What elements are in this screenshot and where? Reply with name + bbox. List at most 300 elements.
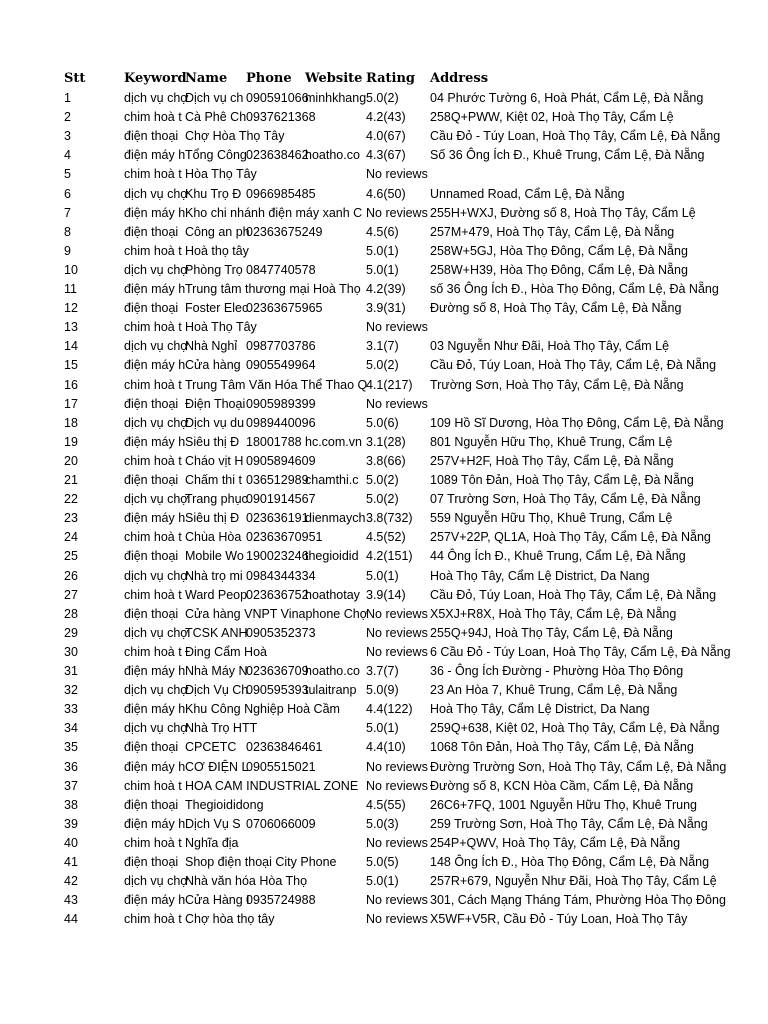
cell-stt[interactable]: 31 [64, 664, 78, 678]
cell-rating[interactable]: No reviews [366, 912, 428, 926]
cell-stt[interactable]: 23 [64, 511, 78, 525]
cell-phone[interactable] [246, 127, 304, 146]
cell-phone[interactable]: 0706066009 [246, 817, 316, 831]
cell-address[interactable]: Trường Sơn, Hoà Thọ Tây, Cẩm Lệ, Đà Nẵng [430, 378, 684, 392]
cell-phone[interactable] [246, 165, 304, 184]
cell-address[interactable]: 148 Ông Ích Đ., Hòa Thọ Đông, Cẩm Lệ, Đà Nẵng [430, 855, 710, 869]
cell-keyword[interactable]: điện máy h [124, 148, 186, 162]
cell-stt[interactable]: 3 [64, 129, 71, 143]
cell-name[interactable]: Hòa Thọ Tây [185, 167, 257, 181]
cell-address[interactable]: 258Q+PWW, Kiệt 02, Hoà Thọ Tây, Cẩm Lệ [430, 110, 674, 124]
cell-website[interactable]: hc.com.vn [305, 435, 362, 449]
cell-phone[interactable] [246, 834, 304, 853]
cell-name[interactable]: Chợ Hòa Thọ Tây [185, 129, 285, 143]
cell-phone[interactable]: 0989440096 [246, 416, 316, 430]
cell-rating[interactable]: No reviews [366, 167, 428, 181]
cell-keyword[interactable]: điện thoại [124, 798, 179, 812]
cell-website[interactable] [305, 605, 365, 624]
cell-rating[interactable]: 3.7(7) [366, 664, 399, 678]
cell-keyword[interactable]: chim hoà t [124, 530, 182, 544]
cell-keyword[interactable]: dịch vụ chợ [124, 721, 189, 735]
cell-stt[interactable]: 14 [64, 339, 78, 353]
cell-phone[interactable] [246, 796, 304, 815]
cell-address[interactable]: 254P+QWV, Hoà Thọ Tây, Cẩm Lệ, Đà Nẵng [430, 836, 681, 850]
cell-website[interactable] [305, 853, 365, 872]
cell-rating[interactable]: 5.0(2) [366, 91, 399, 105]
cell-address[interactable]: 07 Trường Sơn, Hoà Thọ Tây, Cẩm Lệ, Đà Nẵng [430, 492, 701, 506]
cell-website[interactable] [305, 376, 365, 395]
cell-website[interactable] [305, 127, 365, 146]
cell-rating[interactable]: 5.0(3) [366, 817, 399, 831]
cell-website[interactable] [305, 528, 365, 547]
cell-name[interactable]: Dịch Vụ S [185, 817, 241, 831]
cell-address[interactable]: 301, Cách Mạng Tháng Tám, Phường Hòa Thọ Đông [430, 893, 726, 907]
cell-stt[interactable]: 25 [64, 549, 78, 563]
cell-rating[interactable]: No reviews [366, 779, 428, 793]
cell-rating[interactable]: No reviews [366, 836, 428, 850]
cell-name[interactable]: Chợ hòa thọ tây [185, 912, 275, 926]
cell-website[interactable] [305, 108, 365, 127]
cell-website[interactable] [305, 643, 365, 662]
cell-stt[interactable]: 34 [64, 721, 78, 735]
cell-address[interactable]: 258W+H39, Hòa Thọ Đông, Cẩm Lệ, Đà Nẵng [430, 263, 688, 277]
cell-stt[interactable]: 39 [64, 817, 78, 831]
cell-address[interactable]: 255H+WXJ, Đường số 8, Hoà Thọ Tây, Cẩm Lệ [430, 206, 696, 220]
cell-stt[interactable]: 5 [64, 167, 71, 181]
cell-phone[interactable] [246, 777, 304, 796]
cell-address[interactable]: 259 Trường Sơn, Hoà Thọ Tây, Cẩm Lệ, Đà Nẵng [430, 817, 708, 831]
cell-phone[interactable]: 0905352373 [246, 626, 316, 640]
cell-name[interactable]: Cháo vịt H [185, 454, 244, 468]
cell-stt[interactable]: 10 [64, 263, 78, 277]
cell-name[interactable]: Thegioididong [185, 798, 264, 812]
cell-rating[interactable]: No reviews [366, 893, 428, 907]
cell-name[interactable]: Cửa hàng VNPT Vinaphone Chợ [185, 607, 368, 621]
cell-rating[interactable]: 4.5(6) [366, 225, 399, 239]
cell-rating[interactable]: 5.0(9) [366, 683, 399, 697]
cell-address[interactable]: Cầu Đỏ - Túy Loan, Hoà Thọ Tây, Cẩm Lệ, Đà Nẵng [430, 129, 721, 143]
cell-rating[interactable]: 4.5(55) [366, 798, 406, 812]
cell-keyword[interactable]: chim hoà t [124, 454, 182, 468]
cell-stt[interactable]: 37 [64, 779, 78, 793]
cell-address[interactable]: 257V+22P, QL1A, Hoà Thọ Tây, Cẩm Lệ, Đà Nẵng [430, 530, 711, 544]
cell-keyword[interactable]: dịch vụ chợ [124, 91, 189, 105]
cell-stt[interactable]: 26 [64, 569, 78, 583]
cell-website[interactable] [305, 758, 365, 777]
cell-keyword[interactable]: điện thoại [124, 855, 179, 869]
cell-address[interactable]: Hoà Thọ Tây, Cẩm Lệ District, Da Nang [430, 569, 650, 583]
cell-name[interactable]: Trang phục [185, 492, 248, 506]
cell-website[interactable] [305, 280, 365, 299]
cell-keyword[interactable]: chim hoà t [124, 110, 182, 124]
cell-address[interactable]: 1089 Tôn Đản, Hoà Thọ Tây, Cẩm Lệ, Đà Nẵng [430, 473, 694, 487]
cell-keyword[interactable]: điện máy h [124, 206, 186, 220]
cell-phone[interactable]: 023636752 [246, 588, 309, 602]
cell-phone[interactable] [246, 643, 304, 662]
cell-name[interactable]: Nhà Nghỉ [185, 339, 238, 353]
cell-rating[interactable]: 3.1(28) [366, 435, 406, 449]
cell-name[interactable]: Nhà trọ mi [185, 569, 243, 583]
cell-stt[interactable]: 6 [64, 187, 71, 201]
cell-website[interactable] [305, 872, 365, 891]
cell-name[interactable]: Chấm thi t [185, 473, 242, 487]
cell-rating[interactable]: 3.9(14) [366, 588, 406, 602]
cell-name[interactable]: CƠ ĐIỆN L [185, 760, 249, 774]
cell-website[interactable] [305, 567, 365, 586]
cell-name[interactable]: CPCETC [185, 740, 237, 754]
cell-address[interactable]: Unnamed Road, Cẩm Lệ, Đà Nẵng [430, 187, 625, 201]
cell-address[interactable]: 36 - Ông Ích Đường - Phường Hòa Thọ Đông [430, 664, 684, 678]
cell-name[interactable]: Đing Cẩm Hoà [185, 645, 267, 659]
cell-keyword[interactable]: điện máy h [124, 760, 186, 774]
cell-name[interactable]: Cà Phê Ch [185, 110, 247, 124]
cell-address[interactable]: Đường Trường Sơn, Hoà Thọ Tây, Cẩm Lệ, Đà Nẵng [430, 760, 727, 774]
cell-name[interactable]: Siêu thị Đ [185, 511, 240, 525]
cell-rating[interactable]: 4.0(67) [366, 129, 406, 143]
cell-rating[interactable]: No reviews [366, 320, 428, 334]
cell-name[interactable]: Nhà Trọ HTT [185, 721, 258, 735]
cell-address[interactable]: Cầu Đỏ, Túy Loan, Hoà Thọ Tây, Cẩm Lệ, Đà Nẵng [430, 588, 717, 602]
cell-phone[interactable] [246, 280, 304, 299]
cell-rating[interactable]: 4.2(151) [366, 549, 413, 563]
cell-phone[interactable]: 023638462 [246, 148, 309, 162]
cell-phone[interactable] [246, 853, 304, 872]
cell-rating[interactable]: 4.1(217) [366, 378, 413, 392]
cell-name[interactable]: Nghĩa địa [185, 836, 239, 850]
cell-website[interactable] [305, 700, 365, 719]
cell-name[interactable]: HOA CAM INDUSTRIAL ZONE [185, 779, 359, 793]
cell-website[interactable]: tulaitranp [305, 683, 357, 697]
cell-name[interactable]: Siêu thị Đ [185, 435, 240, 449]
cell-website[interactable]: dienmaych [305, 511, 366, 525]
cell-address[interactable]: X5XJ+R8X, Hoà Thọ Tây, Cẩm Lệ, Đà Nẵng [430, 607, 677, 621]
cell-address[interactable] [430, 165, 668, 184]
cell-address[interactable]: 04 Phước Tường 6, Hoà Phát, Cẩm Lệ, Đà Nẵng [430, 91, 704, 105]
cell-name[interactable]: Phòng Trọ [185, 263, 243, 277]
cell-phone[interactable]: 0847740578 [246, 263, 316, 277]
cell-stt[interactable]: 17 [64, 397, 78, 411]
cell-name[interactable]: Mobile Wo [185, 549, 244, 563]
cell-name[interactable]: Công an ph [185, 225, 250, 239]
cell-rating[interactable]: 3.8(732) [366, 511, 413, 525]
cell-name[interactable]: Nhà Máy N [185, 664, 248, 678]
cell-keyword[interactable]: chim hoà t [124, 779, 182, 793]
cell-website[interactable]: hoatho.co [305, 664, 360, 678]
cell-address[interactable]: Cầu Đỏ, Túy Loan, Hoà Thọ Tây, Cẩm Lệ, Đà Nẵng [430, 358, 717, 372]
cell-rating[interactable]: 5.0(1) [366, 263, 399, 277]
cell-website[interactable] [305, 624, 365, 643]
cell-stt[interactable]: 28 [64, 607, 78, 621]
cell-stt[interactable]: 16 [64, 378, 78, 392]
cell-address[interactable]: 257V+H2F, Hoà Thọ Tây, Cẩm Lệ, Đà Nẵng [430, 454, 674, 468]
cell-rating[interactable]: 4.5(52) [366, 530, 406, 544]
cell-name[interactable]: Shop điện thoại City Phone [185, 855, 337, 869]
cell-rating[interactable]: No reviews [366, 626, 428, 640]
cell-keyword[interactable]: dịch vụ chợ [124, 492, 189, 506]
cell-address[interactable]: 1068 Tôn Đản, Hoà Thọ Tây, Cẩm Lệ, Đà Nẵng [430, 740, 694, 754]
cell-stt[interactable]: 20 [64, 454, 78, 468]
cell-stt[interactable]: 12 [64, 301, 78, 315]
cell-phone[interactable]: 190023246 [246, 549, 309, 563]
cell-website[interactable] [305, 452, 365, 471]
cell-rating[interactable]: 4.4(122) [366, 702, 413, 716]
cell-keyword[interactable]: điện máy h [124, 358, 186, 372]
cell-keyword[interactable]: chim hoà t [124, 836, 182, 850]
cell-stt[interactable]: 36 [64, 760, 78, 774]
cell-name[interactable]: Khu Công Nghiệp Hoà Cầm [185, 702, 340, 716]
cell-phone[interactable] [246, 719, 304, 738]
cell-keyword[interactable]: dịch vụ chợ [124, 339, 189, 353]
cell-name[interactable]: Cửa Hàng I [185, 893, 250, 907]
cell-stt[interactable]: 38 [64, 798, 78, 812]
cell-name[interactable]: Chùa Hòa [185, 530, 242, 544]
cell-phone[interactable]: 0905989399 [246, 397, 316, 411]
cell-name[interactable]: Trung Tâm Văn Hóa Thể Thao Q [185, 378, 368, 392]
cell-keyword[interactable]: chim hoà t [124, 912, 182, 926]
cell-rating[interactable]: 4.2(39) [366, 282, 406, 296]
cell-phone[interactable]: 0935724988 [246, 893, 316, 907]
cell-phone[interactable] [246, 700, 304, 719]
cell-phone[interactable]: 02363846461 [246, 740, 323, 754]
cell-phone[interactable]: 02363675249 [246, 225, 323, 239]
cell-keyword[interactable]: điện máy h [124, 893, 186, 907]
cell-website[interactable] [305, 204, 365, 223]
cell-stt[interactable]: 32 [64, 683, 78, 697]
cell-address[interactable]: Đường số 8, Hoà Thọ Tây, Cẩm Lệ, Đà Nẵng [430, 301, 682, 315]
cell-website[interactable] [305, 414, 365, 433]
cell-rating[interactable]: 3.9(31) [366, 301, 406, 315]
cell-website[interactable] [305, 834, 365, 853]
cell-phone[interactable]: 023636709 [246, 664, 309, 678]
cell-phone[interactable]: 023636191 [246, 511, 309, 525]
cell-phone[interactable]: 0987703786 [246, 339, 316, 353]
cell-address[interactable]: 257M+479, Hoà Thọ Tây, Cẩm Lệ, Đà Nẵng [430, 225, 675, 239]
cell-address[interactable]: số 36 Ông Ích Đ., Hòa Thọ Đông, Cẩm Lệ, Đà Nẵng [430, 282, 719, 296]
cell-stt[interactable]: 2 [64, 110, 71, 124]
cell-website[interactable]: hoathotay [305, 588, 360, 602]
cell-phone[interactable]: 0905515021 [246, 760, 316, 774]
cell-keyword[interactable]: điện máy h [124, 702, 186, 716]
cell-keyword[interactable]: chim hoà t [124, 378, 182, 392]
cell-stt[interactable]: 13 [64, 320, 78, 334]
cell-keyword[interactable]: chim hoà t [124, 167, 182, 181]
cell-address[interactable]: Hoà Thọ Tây, Cẩm Lệ District, Da Nang [430, 702, 650, 716]
cell-stt[interactable]: 43 [64, 893, 78, 907]
cell-rating[interactable]: 5.0(2) [366, 492, 399, 506]
cell-stt[interactable]: 8 [64, 225, 71, 239]
cell-keyword[interactable]: điện thoại [124, 397, 179, 411]
cell-rating[interactable]: 5.0(1) [366, 721, 399, 735]
cell-name[interactable]: Kho chi nhánh điện máy xanh C [185, 206, 363, 220]
cell-phone[interactable]: 0984344334 [246, 569, 316, 583]
cell-rating[interactable]: 5.0(1) [366, 244, 399, 258]
cell-phone[interactable]: 090591066 [246, 91, 309, 105]
cell-name[interactable]: Điện Thoại [185, 397, 246, 411]
cell-phone[interactable]: 18001788 [246, 435, 302, 449]
cell-address[interactable]: 258W+5GJ, Hòa Thọ Đông, Cẩm Lệ, Đà Nẵng [430, 244, 688, 258]
cell-address[interactable]: 109 Hồ Sĩ Dương, Hòa Thọ Đông, Cẩm Lệ, Đà Nẵng [430, 416, 724, 430]
cell-website[interactable] [305, 891, 365, 910]
cell-keyword[interactable]: chim hoà t [124, 645, 182, 659]
cell-stt[interactable]: 42 [64, 874, 78, 888]
cell-stt[interactable]: 33 [64, 702, 78, 716]
cell-keyword[interactable]: dịch vụ chợ [124, 263, 189, 277]
cell-phone[interactable]: 02363675965 [246, 301, 323, 315]
cell-phone[interactable] [246, 376, 304, 395]
cell-keyword[interactable]: điện thoại [124, 473, 179, 487]
cell-keyword[interactable]: điện thoại [124, 549, 179, 563]
cell-rating[interactable]: No reviews [366, 397, 428, 411]
cell-stt[interactable]: 9 [64, 244, 71, 258]
cell-stt[interactable]: 19 [64, 435, 78, 449]
cell-phone[interactable] [246, 605, 304, 624]
cell-website[interactable] [305, 738, 365, 757]
cell-rating[interactable]: 5.0(2) [366, 358, 399, 372]
cell-address[interactable]: 257R+679, Nguyễn Như Đãi, Hoà Thọ Tây, Cẩm Lệ [430, 874, 717, 888]
cell-keyword[interactable]: điện thoại [124, 129, 179, 143]
cell-stt[interactable]: 40 [64, 836, 78, 850]
cell-stt[interactable]: 4 [64, 148, 71, 162]
cell-address[interactable] [430, 395, 668, 414]
cell-address[interactable] [430, 318, 668, 337]
cell-website[interactable] [305, 318, 365, 337]
cell-phone[interactable] [246, 910, 304, 929]
cell-address[interactable]: Số 36 Ông Ích Đ., Khuê Trung, Cẩm Lệ, Đà Nẵng [430, 148, 705, 162]
cell-stt[interactable]: 29 [64, 626, 78, 640]
cell-name[interactable]: Cửa hàng [185, 358, 241, 372]
cell-keyword[interactable]: dịch vụ chợ [124, 569, 189, 583]
cell-name[interactable]: Ward Peop [185, 588, 248, 602]
cell-rating[interactable]: 5.0(1) [366, 874, 399, 888]
cell-stt[interactable]: 35 [64, 740, 78, 754]
cell-stt[interactable]: 21 [64, 473, 78, 487]
cell-name[interactable]: Dịch vụ ch [185, 91, 244, 105]
cell-address[interactable]: 6 Cầu Đỏ - Túy Loan, Hoà Thọ Tây, Cẩm Lệ, Đà Nẵng [430, 645, 731, 659]
cell-name[interactable]: Foster Elec [185, 301, 249, 315]
cell-website[interactable]: minhkhang [305, 91, 367, 105]
cell-website[interactable] [305, 356, 365, 375]
cell-website[interactable] [305, 185, 365, 204]
cell-keyword[interactable]: dịch vụ chợ [124, 187, 189, 201]
cell-name[interactable]: Dịch vụ du [185, 416, 245, 430]
cell-phone[interactable] [246, 318, 304, 337]
cell-stt[interactable]: 1 [64, 91, 71, 105]
cell-website[interactable]: hoatho.co [305, 148, 360, 162]
cell-rating[interactable]: 4.6(50) [366, 187, 406, 201]
cell-rating[interactable]: No reviews [366, 645, 428, 659]
cell-stt[interactable]: 41 [64, 855, 78, 869]
cell-phone[interactable]: 0966985485 [246, 187, 316, 201]
cell-address[interactable]: X5WF+V5R, Cầu Đỏ - Túy Loan, Hoà Thọ Tây [430, 912, 688, 926]
cell-phone[interactable]: 0905549964 [246, 358, 316, 372]
cell-name[interactable]: Trung tâm thương mại Hoà Thọ [185, 282, 361, 296]
cell-rating[interactable]: No reviews [366, 206, 428, 220]
cell-stt[interactable]: 44 [64, 912, 78, 926]
cell-address[interactable]: 255Q+94J, Hoà Thọ Tây, Cẩm Lệ, Đà Nẵng [430, 626, 673, 640]
cell-address[interactable]: 26C6+7FQ, 1001 Nguyễn Hữu Thọ, Khuê Trung [430, 798, 697, 812]
cell-keyword[interactable]: chim hoà t [124, 244, 182, 258]
cell-rating[interactable]: 5.0(1) [366, 569, 399, 583]
cell-website[interactable] [305, 242, 365, 261]
cell-address[interactable]: 03 Nguyễn Như Đãi, Hoà Thọ Tây, Cẩm Lệ [430, 339, 670, 353]
cell-keyword[interactable]: điện máy h [124, 282, 186, 296]
cell-rating[interactable]: 5.0(5) [366, 855, 399, 869]
cell-stt[interactable]: 30 [64, 645, 78, 659]
cell-website[interactable]: thegioidid [305, 549, 359, 563]
cell-website[interactable] [305, 777, 365, 796]
cell-address[interactable]: 44 Ông Ích Đ., Khuê Trung, Cẩm Lệ, Đà Nẵng [430, 549, 686, 563]
cell-phone[interactable]: 036512989 [246, 473, 309, 487]
cell-website[interactable] [305, 719, 365, 738]
cell-address[interactable]: 23 An Hòa 7, Khuê Trung, Cẩm Lệ, Đà Nẵng [430, 683, 678, 697]
cell-keyword[interactable]: điện thoại [124, 301, 179, 315]
cell-address[interactable]: 801 Nguyễn Hữu Thọ, Khuê Trung, Cẩm Lệ [430, 435, 673, 449]
cell-website[interactable] [305, 299, 365, 318]
cell-name[interactable]: Hoà Thọ Tây [185, 320, 257, 334]
cell-rating[interactable]: 4.3(67) [366, 148, 406, 162]
cell-website[interactable] [305, 490, 365, 509]
cell-rating[interactable]: 4.2(43) [366, 110, 406, 124]
cell-phone[interactable]: 0937621368 [246, 110, 316, 124]
cell-keyword[interactable]: dịch vụ chợ [124, 683, 189, 697]
cell-phone[interactable] [246, 872, 304, 891]
cell-keyword[interactable]: dịch vụ chợ [124, 874, 189, 888]
cell-rating[interactable]: 4.4(10) [366, 740, 406, 754]
cell-website[interactable] [305, 910, 365, 929]
cell-rating[interactable]: 3.1(7) [366, 339, 399, 353]
cell-rating[interactable]: 5.0(2) [366, 473, 399, 487]
cell-stt[interactable]: 22 [64, 492, 78, 506]
cell-address[interactable]: Đường số 8, KCN Hòa Cầm, Cẩm Lệ, Đà Nẵng [430, 779, 694, 793]
cell-phone[interactable]: 0901914567 [246, 492, 316, 506]
cell-stt[interactable]: 15 [64, 358, 78, 372]
cell-website[interactable] [305, 223, 365, 242]
cell-website[interactable] [305, 815, 365, 834]
cell-phone[interactable] [246, 242, 304, 261]
cell-website[interactable]: chamthi.c [305, 473, 359, 487]
cell-address[interactable]: 259Q+638, Kiệt 02, Hoà Thọ Tây, Cẩm Lệ, Đà Nẵng [430, 721, 720, 735]
cell-keyword[interactable]: dịch vụ chợ [124, 626, 189, 640]
cell-rating[interactable]: No reviews [366, 607, 428, 621]
cell-name[interactable]: Nhà văn hóa Hòa Thọ [185, 874, 308, 888]
cell-rating[interactable]: 5.0(6) [366, 416, 399, 430]
cell-keyword[interactable]: điện thoại [124, 225, 179, 239]
cell-rating[interactable]: No reviews [366, 760, 428, 774]
cell-website[interactable] [305, 796, 365, 815]
cell-keyword[interactable]: dịch vụ chợ [124, 416, 189, 430]
cell-keyword[interactable]: điện máy h [124, 511, 186, 525]
cell-name[interactable]: Tổng Công [185, 148, 247, 162]
cell-keyword[interactable]: điện thoại [124, 740, 179, 754]
cell-keyword[interactable]: điện máy h [124, 664, 186, 678]
cell-website[interactable] [305, 261, 365, 280]
cell-keyword[interactable]: điện thoại [124, 607, 179, 621]
cell-phone[interactable] [246, 204, 304, 223]
cell-name[interactable]: Hoà thọ tây [185, 244, 249, 258]
cell-stt[interactable]: 7 [64, 206, 71, 220]
cell-website[interactable] [305, 395, 365, 414]
cell-stt[interactable]: 24 [64, 530, 78, 544]
cell-name[interactable]: Khu Trọ Đ [185, 187, 242, 201]
cell-keyword[interactable]: chim hoà t [124, 320, 182, 334]
cell-website[interactable] [305, 337, 365, 356]
cell-keyword[interactable]: điện máy h [124, 817, 186, 831]
cell-stt[interactable]: 18 [64, 416, 78, 430]
cell-website[interactable] [305, 165, 365, 184]
cell-rating[interactable]: 3.8(66) [366, 454, 406, 468]
cell-stt[interactable]: 11 [64, 282, 77, 296]
cell-keyword[interactable]: điện máy h [124, 435, 186, 449]
